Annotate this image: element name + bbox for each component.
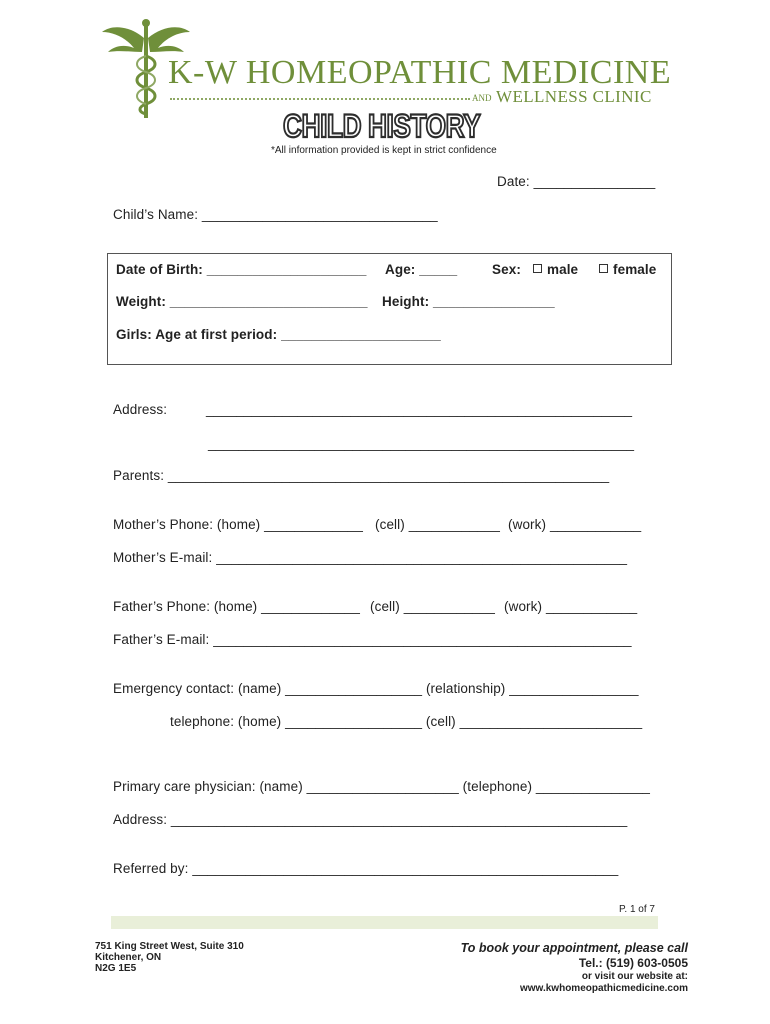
footer-address-1: 751 King Street West, Suite 310 (95, 941, 244, 952)
address-line-1[interactable]: ________________________________________________________ (206, 402, 633, 417)
mother-phone-work[interactable]: (work) ____________ (508, 517, 642, 532)
first-period-field[interactable]: Girls: Age at first period: _____________________ (116, 327, 441, 342)
mother-phone-cell[interactable]: (cell) ____________ (375, 517, 500, 532)
sex-label: Sex: (492, 262, 521, 277)
father-phone-cell[interactable]: (cell) ____________ (370, 599, 495, 614)
female-label: female (613, 262, 657, 277)
age-field[interactable]: Age: _____ (385, 262, 458, 277)
page-title: CHILD HISTORY (283, 108, 481, 144)
visit-note: or visit our website at: (581, 971, 688, 982)
father-phone-work[interactable]: (work) ____________ (504, 599, 638, 614)
address-label: Address: (113, 402, 168, 417)
clinic-telephone: Tel.: (519) 603-0505 (578, 956, 688, 970)
brand-name: K-W HOMEOPATHIC MEDICINE (168, 54, 672, 91)
referred-by-field[interactable]: Referred by: ________________________________________________________ (113, 861, 619, 876)
mother-phone-home[interactable]: Mother’s Phone: (home) _____________ (113, 517, 364, 532)
page-number: P. 1 of 7 (619, 904, 655, 915)
male-option[interactable] (533, 262, 578, 277)
brand-subtitle: WELLNESS CLINIC (496, 87, 652, 106)
emergency-contact-field[interactable]: Emergency contact: (name) __________________ (relationship) _________________ (113, 681, 639, 696)
physician-address-field[interactable]: Address: ____________________________________________________________ (113, 812, 628, 827)
father-phone-home[interactable]: Father’s Phone: (home) _____________ (113, 599, 361, 614)
child-name-field[interactable]: Child’s Name: _______________________________ (113, 207, 438, 222)
footer-bar (111, 916, 658, 929)
physician-field[interactable]: Primary care physician: (name) ____________________ (telephone) _______________ (113, 779, 651, 794)
clinic-website[interactable]: www.kwhomeopathicmedicine.com (520, 983, 688, 994)
emergency-telephone-field[interactable]: telephone: (home) __________________ (cell) ________________________ (170, 714, 643, 729)
male-label: male (547, 262, 579, 277)
booking-note: To book your appointment, please call (460, 941, 688, 955)
footer-address-3: N2G 1E5 (95, 963, 137, 974)
brand-and: AND (472, 93, 492, 103)
parents-field[interactable]: Parents: __________________________________________________________ (113, 468, 610, 483)
checkbox-icon[interactable] (599, 264, 608, 273)
confidential-note: *All information provided is kept in strict confidence (271, 145, 497, 156)
father-email-field[interactable]: Father’s E-mail: _______________________________________________________ (113, 632, 632, 647)
brand-divider (170, 98, 470, 100)
dob-field[interactable]: Date of Birth: _____________________ (116, 262, 367, 277)
address-line-2[interactable]: ________________________________________________________ (208, 436, 635, 451)
weight-field[interactable]: Weight: __________________________ (116, 294, 368, 309)
footer-address-2: Kitchener, ON (95, 952, 162, 963)
mother-email-field[interactable]: Mother’s E-mail: ______________________________________________________ (113, 550, 628, 565)
female-option[interactable] (599, 262, 656, 277)
height-field[interactable]: Height: ________________ (382, 294, 555, 309)
checkbox-icon[interactable] (533, 264, 542, 273)
date-field[interactable]: Date: ________________ (497, 174, 656, 189)
